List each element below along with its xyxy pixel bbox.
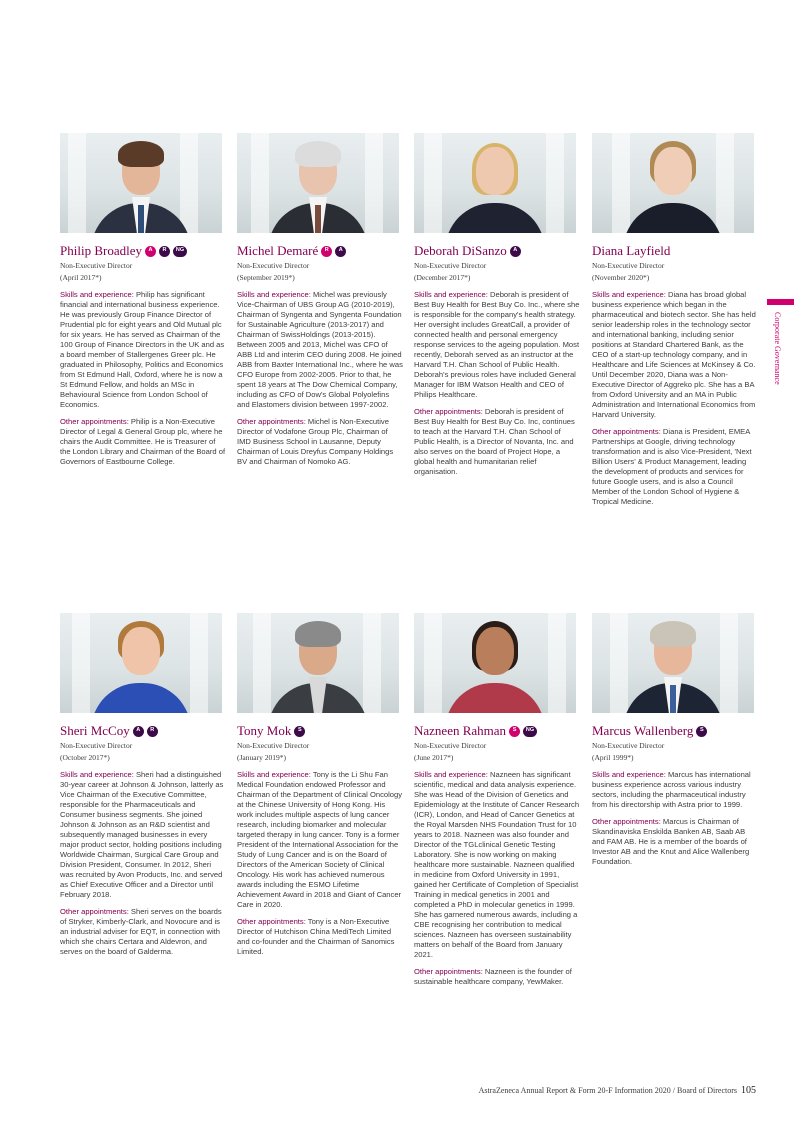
skills-paragraph	[237, 770, 403, 910]
director-role: Non-Executive Director	[414, 741, 487, 750]
skills-label: Skills and experience:	[237, 770, 311, 779]
other-appointments-label: Other appointments:	[414, 967, 483, 976]
other-appointments-paragraph	[414, 407, 580, 477]
skills-paragraph	[237, 290, 403, 410]
director-card	[414, 613, 580, 987]
director-name: Michel Demaré	[237, 243, 319, 258]
director-card	[237, 613, 403, 957]
skills-paragraph	[414, 770, 580, 960]
other-appointments-paragraph	[60, 907, 226, 957]
other-appointments-label: Other appointments:	[60, 417, 129, 426]
skills-paragraph	[60, 770, 226, 900]
other-appointments-text: Nazneen is the founder of sustainable healthcare company, YewMaker.	[414, 967, 572, 986]
skills-text: Tony is the Li Shu Fan Medical Foundation endowed Professor and Chairman of the Department of Clinical Oncology at the Chinese University of Hong Kong. His work includes multiple aspects of lung cancer research, including biomarker and molecular targeted therapy in lung cancer. Tony is a former President of the International Association for the Study of Lung Cancer and is on the Board of Directors of the American Society of Clinical Oncology. His work has achieved numerous awards including the ESMO Lifetime Achievement Award in 2018 and Giant of Cancer Care in 2020.	[237, 770, 403, 909]
committee-badge: S	[294, 726, 305, 737]
appointment-date: (December 2017*)	[414, 272, 471, 282]
director-role: Non-Executive Director	[60, 741, 133, 750]
director-name-row	[592, 243, 758, 259]
director-card	[60, 613, 226, 957]
appointment-date: (January 2019*)	[237, 752, 286, 762]
skills-text: Deborah is president of Best Buy Health for Best Buy Co. Inc., where she is responsible for the company's health strategy. Her oversight includes GreatCall, a provider of connected health and personal emergency response services to the ageing population. Most recently, Deborah served as an instructor at the Harvard T.H. Chan School of Public Health. Deborah's previous roles have included General Manager for IBM Watson Health and CEO of Philips Healthcare.	[414, 290, 580, 399]
director-card	[592, 133, 758, 507]
other-appointments-paragraph	[592, 817, 758, 867]
other-appointments-paragraph	[237, 417, 403, 467]
director-photo	[592, 133, 754, 233]
page-footer	[479, 1085, 756, 1096]
section-title-vertical: Corporate Governance	[773, 312, 782, 385]
skills-paragraph	[592, 290, 758, 420]
skills-label: Skills and experience:	[60, 770, 134, 779]
director-name: Sheri McCoy	[60, 723, 130, 738]
committee-badge: A	[335, 246, 346, 257]
appointment-date: (April 2017*)	[60, 272, 102, 282]
appointment-date: (April 1999*)	[592, 752, 634, 762]
skills-label: Skills and experience:	[60, 290, 134, 299]
director-photo	[237, 133, 399, 233]
director-name-row	[592, 723, 758, 739]
other-appointments-paragraph	[60, 417, 226, 467]
committee-badge: A	[145, 246, 156, 257]
director-name-row	[414, 243, 580, 259]
skills-text: Michel was previously Vice-Chairman of UBS Group AG (2010-2019), Chairman of Syngenta and Syngenta Foundation for Sustainable Agriculture (2013-2017) and Chairman of SwissHoldings (2013-2015). Between 2005 and 2013, Michel was CFO of ABB Ltd and interim CEO during 2008. He joined ABB from Baxter International Inc., where he was CFO Europe from 2002-2005. Prior to that, he spent 18 years at The Dow Chemical Company, including as CFO of Dow's Global Polyolefins and Elastomers division between 1997-2002.	[237, 290, 403, 409]
other-appointments-text: Tony is a Non-Executive Director of Hutchison China MediTech Limited and co-founder and the Chairman of Sanomics Limited.	[237, 917, 395, 956]
skills-paragraph	[414, 290, 580, 400]
other-appointments-label: Other appointments:	[60, 907, 129, 916]
appointment-date: (September 2019*)	[237, 272, 295, 282]
other-appointments-paragraph	[414, 967, 580, 987]
other-appointments-text: Diana is President, EMEA Partnerships at Google, driving technology transformation and is also Vice-President, 'Next Billion Users' & Product Management, leading the development of products and services for future Google users, and is also a Council Member of the London School of Hygiene & Tropical Medicine.	[592, 427, 752, 506]
section-tab-marker	[767, 299, 794, 305]
director-photo	[60, 613, 222, 713]
other-appointments-text: Deborah is president of Best Buy Health for Best Buy Co. Inc, continues to teach at the Harvard T.H. Chan School of Public Health, is a Director of Novanta, Inc. and also serves on the board of Project Hope, a global health and humanitarian relief organisation.	[414, 407, 575, 476]
skills-label: Skills and experience:	[592, 290, 666, 299]
skills-text: Sheri had a distinguished 30-year career at Johnson & Johnson, latterly as Vice Chairman of the Executive Committee, responsible for the Pharmaceuticals and Consumer business segments. She joined Johnson & Johnson as an R&D scientist and subsequently managed businesses in every major product sector, holding positions including Worldwide Chairman, Surgical Care Group and Division President, Consumer. In 2012, Sheri was recruited by Avon Products, Inc. and served as Chief Executive Officer and a Director until February 2018.	[60, 770, 224, 899]
committee-badge: NG	[523, 726, 537, 737]
director-card	[60, 133, 226, 467]
skills-text: Philip has significant financial and international business experience. He was previously Group Finance Director of Prudential plc for eight years and Old Mutual plc for six years. He has served as Chairman of the 100 Group of Finance Directors in the UK and as a board member of Stallergenes Greer plc. He graduated in Philosophy, Politics and Economics from St Edmund Hall, Oxford, where he is now a St Edmund Fellow, and holds an MSc in Behavioural Science from London School of Economics.	[60, 290, 225, 409]
other-appointments-label: Other appointments:	[592, 427, 661, 436]
page-number: 105	[741, 1085, 756, 1096]
other-appointments-label: Other appointments:	[237, 417, 306, 426]
skills-label: Skills and experience:	[237, 290, 311, 299]
director-role: Non-Executive Director	[592, 741, 665, 750]
other-appointments-text: Sheri serves on the boards of Stryker, Kimberly-Clark, and Novocure and is an industrial adviser for EQT, in connection with which she chairs Certara and Aldevron, and serves on the board of Galderma.	[60, 907, 222, 956]
director-photo	[237, 613, 399, 713]
committee-badge: NG	[173, 246, 187, 257]
director-role: Non-Executive Director	[592, 261, 665, 270]
committee-badge: R	[159, 246, 170, 257]
director-role: Non-Executive Director	[237, 741, 310, 750]
director-photo	[414, 133, 576, 233]
other-appointments-paragraph	[592, 427, 758, 507]
director-name: Tony Mok	[237, 723, 292, 738]
director-photo	[414, 613, 576, 713]
director-name: Philip Broadley	[60, 243, 142, 258]
director-role: Non-Executive Director	[237, 261, 310, 270]
director-name-row	[237, 243, 403, 259]
director-name: Marcus Wallenberg	[592, 723, 694, 738]
director-photo	[592, 613, 754, 713]
committee-badge: S	[509, 726, 520, 737]
director-role: Non-Executive Director	[414, 261, 487, 270]
director-name: Diana Layfield	[592, 243, 671, 258]
skills-text: Marcus has international business experience across various industry sectors, including the pharmaceutical industry from his directorship with Astra prior to 1999.	[592, 770, 751, 809]
other-appointments-text: Marcus is Chairman of Skandinaviska Enskilda Banken AB, Saab AB and FAM AB. He is a member of the boards of Investor AB and the Knut and Alice Wallenberg Foundation.	[592, 817, 750, 866]
skills-label: Skills and experience:	[592, 770, 666, 779]
director-name: Deborah DiSanzo	[414, 243, 507, 258]
director-card	[237, 133, 403, 467]
other-appointments-label: Other appointments:	[592, 817, 661, 826]
director-name: Nazneen Rahman	[414, 723, 507, 738]
director-name-row	[414, 723, 580, 739]
director-card	[414, 133, 580, 477]
appointment-date: (October 2017*)	[60, 752, 110, 762]
director-card	[592, 613, 758, 867]
other-appointments-label: Other appointments:	[414, 407, 483, 416]
director-name-row	[60, 243, 226, 259]
committee-badge: R	[321, 246, 332, 257]
director-name-row	[60, 723, 226, 739]
committee-badge: A	[510, 246, 521, 257]
other-appointments-text: Michel is Non-Executive Director of Vodafone Group Plc, Chairman of IMD Business School in Lausanne, Deputy Chairman of Louis Dreyfus Company Holdings BV and Chairman of Nomoko AG.	[237, 417, 394, 466]
committee-badge: S	[696, 726, 707, 737]
committee-badge: A	[133, 726, 144, 737]
director-role: Non-Executive Director	[60, 261, 133, 270]
appointment-date: (November 2020*)	[592, 272, 650, 282]
skills-paragraph	[60, 290, 226, 410]
skills-text: Nazneen has significant scientific, medical and data analysis experience. She was Head of the Division of Genetics and Epidemiology at the Institute of Cancer Research (ICR), London, and Head of Cancer Genetics at the Royal Marsden NHS Foundation Trust for 10 years to 2018. Nazneen was also founder and Director of the TGLclinical Genetic Testing Laboratory. She is now working on making healthcare more sustainable. Nazneen qualified in medicine from Oxford University in 1991, gained her Certificate of Completion of Specialist Training in medical genetics in 2001 and completed a PhD in molecular genetics in 1999. She has garnered numerous awards, including a CBE recognising her contribution to medical sciences. Nazneen has overseen sustainability matters on behalf of the Board from January 2021.	[414, 770, 580, 959]
director-name-row	[237, 723, 403, 739]
other-appointments-paragraph	[237, 917, 403, 957]
other-appointments-label: Other appointments:	[237, 917, 306, 926]
skills-label: Skills and experience:	[414, 770, 488, 779]
skills-text: Diana has broad global business experience which began in the pharmaceutical and biotech sector. She has held senior leadership roles in the technology sector and international banking, including senior positions at Standard Chartered Bank, as the CEO of a start-up technology company, and in Healthcare and Life Sciences at McKinsey & Co. Until December 2020, Diana was a Non-Executive Director of Aggreko plc. She has a BA from Oxford University and an MA in Public Administration and International Economics from Harvard University.	[592, 290, 756, 419]
footer-text: AstraZeneca Annual Report & Form 20-F Information 2020 / Board of Directors	[478, 1086, 737, 1095]
appointment-date: (June 2017*)	[414, 752, 454, 762]
skills-paragraph	[592, 770, 758, 810]
other-appointments-text: Philip is a Non-Executive Director of Legal & General Group plc, where he chairs the Audit Committee. He is Treasurer of the London Library and Chairman of the Board of Governors of Eastbourne College.	[60, 417, 226, 466]
director-photo	[60, 133, 222, 233]
skills-label: Skills and experience:	[414, 290, 488, 299]
committee-badge: R	[147, 726, 158, 737]
